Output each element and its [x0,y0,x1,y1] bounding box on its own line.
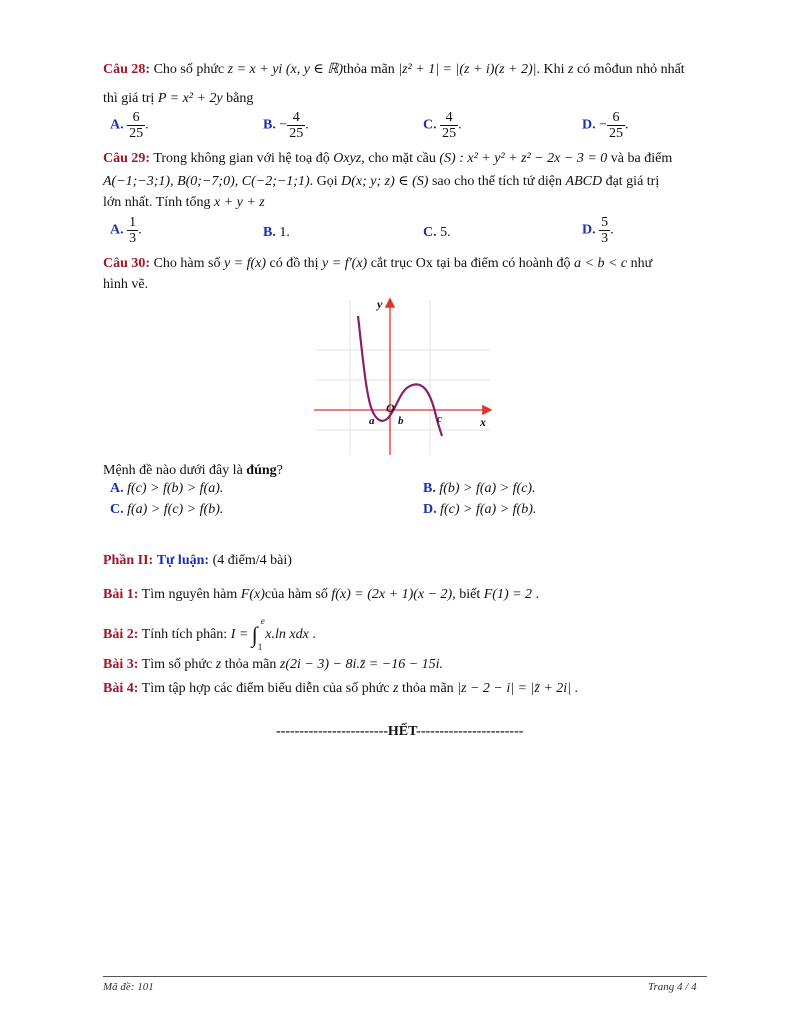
fraction: $\frac{5}{3}$ [601,215,609,246]
integral-symbol: ∫ e 1 [251,616,265,652]
fraction: $\frac{6}{25}$ [609,110,624,141]
question-28-line2: thì giá trị P = x² + 2y bằng [103,91,254,106]
answer-option-28-d[interactable]: D. − $\frac{6}{25}$ . [582,110,629,141]
end-marker: ------------------------HẾT----------------------- [276,724,524,739]
graph-grid [316,300,490,455]
fraction: $\frac{4}{25}$ [289,110,304,141]
x-axis-label: x [480,415,486,429]
point-a-label: a [369,415,375,427]
question-29-label: Câu 29: [103,151,151,166]
question-30-line1: Câu 30: Cho hàm số y = f(x) có đồ thị y = f′(x) cắt trục Ox tại ba điểm có hoành độ a < b < c như [103,256,653,271]
question-28-label: Câu 28: [103,62,151,77]
origin-label: O [386,401,395,415]
answer-option-30-a[interactable]: A. f(c) > f(b) > f(a). [110,481,224,496]
derivative-graph [300,290,500,460]
part2-heading: Phần II: Tự luận: (4 điểm/4 bài) [103,553,292,568]
point-b-label: b [398,415,404,427]
exercise-1-label: Bài 1: [103,587,139,602]
exercise-2-label: Bài 2: [103,627,139,643]
fraction: $\frac{6}{25}$ [129,110,144,141]
answer-option-29-a[interactable]: A. $\frac{1}{3}$ . [110,215,142,246]
exercise-3: Bài 3: Tìm số phức z thỏa mãn z(2i − 3) − 8i.z̄ = −16 − 15i. [103,657,444,672]
point-c-label: c [437,413,442,425]
question-29-line3: lớn nhất. Tính tổng x + y + z [103,195,265,210]
integral-upper-limit: e [260,616,265,626]
exercise-1: Bài 1: Tìm nguyên hàm F(x)của hàm số f(x) = (2x + 1)(x − 2), biết F(1) = 2 . [103,587,540,602]
exercise-3-label: Bài 3: [103,657,139,672]
exercise-4: Bài 4: Tìm tập hợp các điểm biểu diễn của số phức z thỏa mãn |z − 2 − i| = |z̄ + 2i| . [103,681,579,696]
answer-option-29-c[interactable]: C. 5. [423,225,451,240]
exercise-2: Bài 2: Tính tích phân: I = ∫ e 1 x.ln xdx . [103,616,316,652]
exam-code: Mã đề: 101 [103,981,154,993]
answer-option-30-b[interactable]: B. f(b) > f(a) > f(c). [423,481,536,496]
answer-option-28-c[interactable]: C. $\frac{4}{25}$ . [423,110,462,141]
exercise-4-label: Bài 4: [103,681,139,696]
question-30-prompt: Mệnh đề nào dưới đây là đúng? [103,463,283,478]
answer-option-29-d[interactable]: D. $\frac{5}{3}$ . [582,215,614,246]
question-29-line2: A(−1;−3;1), B(0;−7;0), C(−2;−1;1). Gọi D(x; y; z) ∈ (S) sao cho thể tích tứ diện ABCD đạt giá trị [103,174,660,189]
integral-lower-limit: 1 [257,642,263,652]
answer-option-29-b[interactable]: B. 1. [263,225,290,240]
fraction: $\frac{4}{25}$ [442,110,457,141]
question-29-line1: Câu 29: Trong không gian với hệ toạ độ Oxyz, cho mặt cầu (S) : x² + y² + z² − 2x − 3 = 0 và ba điểm [103,151,673,166]
question-30-line2: hình vẽ. [103,277,149,292]
answer-option-28-a[interactable]: A. $\frac{6}{25}$ . [110,110,149,141]
footer-divider [103,976,707,977]
question-28-line1: Câu 28: Cho số phức z = x + yi (x, y ∈ ℝ)thỏa mãn |z² + 1| = |(z + i)(z + 2)|. Khi z có môđun nhỏ nhất [103,62,685,77]
answer-option-28-b[interactable]: B. − $\frac{4}{25}$ . [263,110,309,141]
fraction: $\frac{1}{3}$ [129,215,137,246]
question-30-label: Câu 30: [103,256,151,271]
page-number: Trang 4 / 4 [648,981,697,993]
answer-option-30-d[interactable]: D. f(c) > f(a) > f(b). [423,502,537,517]
y-axis-label: y [377,297,383,311]
answer-option-30-c[interactable]: C. f(a) > f(c) > f(b). [110,502,224,517]
